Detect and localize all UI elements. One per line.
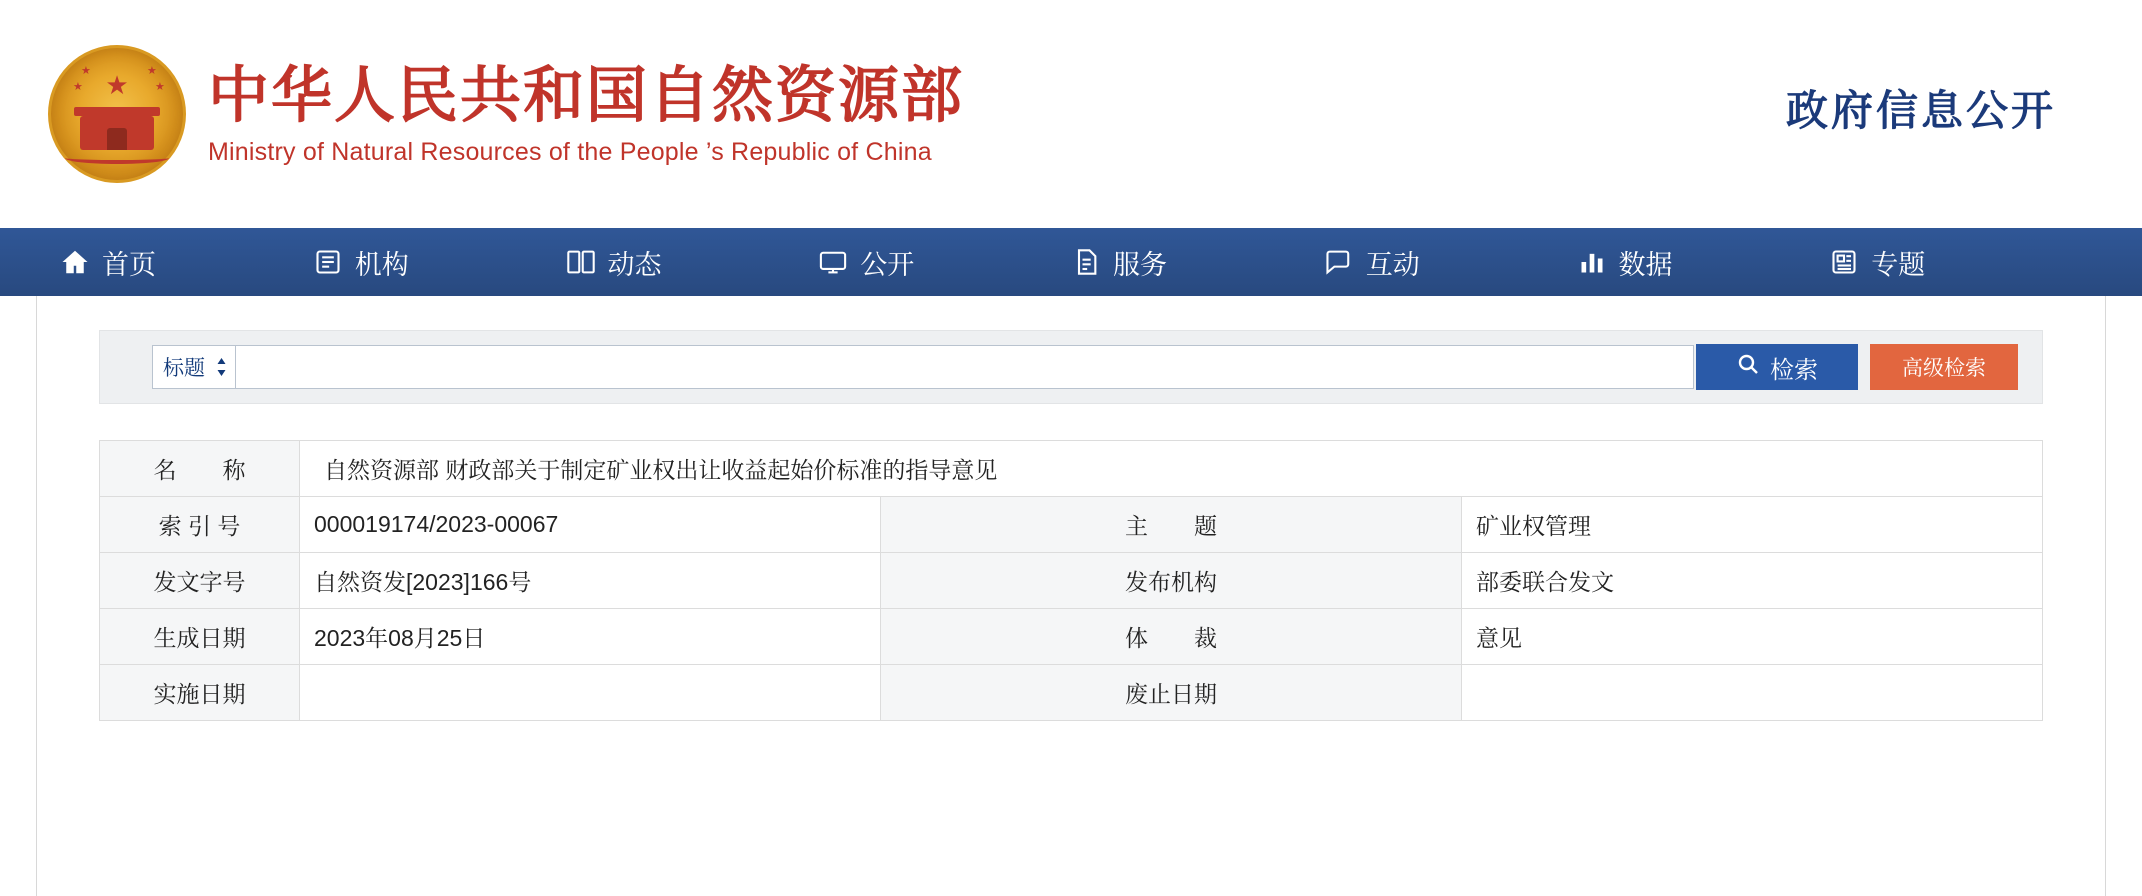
site-title-en: Ministry of Natural Resources of the People ’s Republic of China [208,137,932,166]
emblem-gate [80,116,154,150]
repeal-date-value [1462,665,2043,721]
news-icon [1829,247,1859,277]
monitor-icon [818,247,848,277]
nav-item-organization[interactable] [313,243,566,282]
document-edit-icon [1071,247,1101,277]
table-row [100,609,2043,665]
table-row [100,497,2043,553]
chevron-updown-icon [216,358,227,376]
emblem-star-small: ★ [73,81,83,93]
nav-item-news[interactable] [566,243,819,282]
index-number-label: 索 引 号 [100,497,300,553]
chat-icon [1324,247,1354,277]
nav-item-label: 动态 [607,249,662,280]
nav-item-label: 数据 [1618,249,1673,280]
subject-label: 主 题 [881,497,1462,553]
content-panel [36,296,2106,896]
magnifier-icon [1736,352,1760,383]
home-icon [60,247,90,277]
doc-number-value: 自然资发[2023]166号 [300,553,881,609]
nav-item-label: 服务 [1113,249,1167,280]
site-title-block [208,61,964,166]
nav-item-label: 公开 [860,249,915,280]
bar-chart-icon [1577,247,1607,277]
document-info-table [99,440,2043,721]
table-row [100,665,2043,721]
repeal-date-label: 废止日期 [881,665,1462,721]
site-header [0,0,2142,228]
effective-date-value [300,665,881,721]
search-scope-select[interactable] [152,345,236,389]
table-row [100,553,2043,609]
nav-item-interaction[interactable] [1324,243,1577,282]
site-title-cn: 中华人民共和国自然资源部 [208,61,965,130]
emblem-star-small: ★ [155,81,165,93]
emblem-star-small: ★ [81,65,91,77]
search-button[interactable] [1696,344,1858,390]
genre-value: 意见 [1462,609,2043,665]
effective-date-label: 实施日期 [100,665,300,721]
emblem-star-large: ★ [105,70,129,100]
doc-name-value: 自然资源部 财政部关于制定矿业权出让收益起始价标准的指导意见 [300,441,2043,497]
issuing-agency-value: 部委联合发文 [1462,553,2043,609]
nav-item-data[interactable] [1577,243,1830,282]
search-input[interactable] [236,345,1694,389]
issuing-agency-label: 发布机构 [881,553,1462,609]
page-title: 政府信息公开 [1785,87,2056,134]
doc-name-label: 名 称 [100,441,300,497]
book-icon [566,247,596,277]
building-icon [313,247,343,277]
nav-item-disclosure[interactable] [818,243,1071,282]
main-navigation [0,228,2142,296]
search-bar [99,330,2043,404]
nav-item-label: 专题 [1871,249,1926,280]
nav-item-home[interactable] [60,243,313,282]
search-button-label: 检索 [1770,356,1818,384]
doc-number-label: 发文字号 [100,553,300,609]
advanced-search-label: 高级检索 [1902,357,1986,380]
emblem-star-small: ★ [147,65,157,77]
creation-date-label: 生成日期 [100,609,300,665]
table-row [100,441,2043,497]
index-number-value: 000019174/2023-00067 [300,497,881,553]
search-scope-value: 标题 [163,357,205,380]
national-emblem-icon [48,45,186,183]
genre-label: 体 裁 [881,609,1462,665]
page-body [0,296,2142,896]
nav-item-topics[interactable] [1829,243,2082,282]
nav-item-label: 机构 [354,249,409,280]
nav-item-label: 首页 [102,249,156,280]
nav-item-label: 互动 [1365,249,1420,280]
subject-value: 矿业权管理 [1462,497,2043,553]
emblem-wheat [65,152,169,164]
creation-date-value: 2023年08月25日 [300,609,881,665]
advanced-search-button[interactable] [1870,344,2018,390]
nav-item-service[interactable] [1071,243,1324,282]
